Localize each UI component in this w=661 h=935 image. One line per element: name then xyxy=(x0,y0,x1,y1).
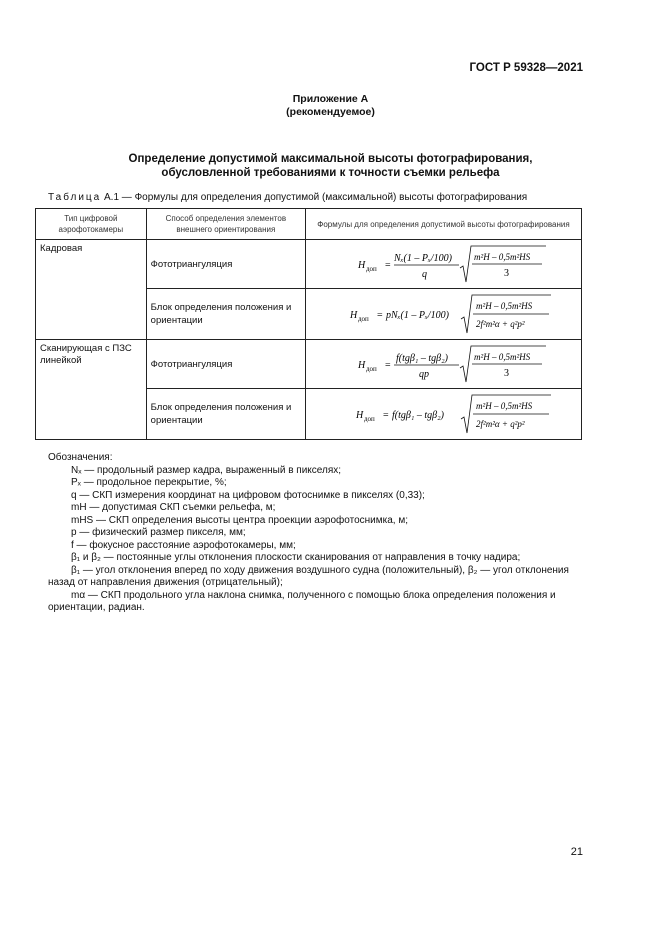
method-cell: Фототриангуляция xyxy=(146,240,305,289)
notes-heading: Обозначения: xyxy=(48,452,113,463)
formula-symbol-h: H xyxy=(356,410,364,421)
header-formulas: Формулы для определения допустимой высоты фотографирования xyxy=(306,209,582,240)
formula-subscript: доп xyxy=(366,365,377,373)
note-item: mHS — СКП определения высоты центра проекции аэрофотоснимка, м; xyxy=(71,514,409,526)
camera-type-scanning: Сканирующая с ПЗС линейкой xyxy=(36,340,147,440)
table-row xyxy=(36,240,582,289)
formula-prefix: pNₓ(1 – Pₓ/100) xyxy=(386,310,449,321)
section-title-line1: Определение допустимой максимальной высоты фотографирования, xyxy=(128,153,533,165)
formula-subscript: доп xyxy=(364,415,375,423)
table-row xyxy=(36,340,582,389)
formula-1 xyxy=(306,240,581,288)
formula-numerator: Nₓ(1 – Pₓ/100) xyxy=(394,253,452,264)
formula-prefix: f(tgβ₁ – tgβ₂) xyxy=(392,410,444,421)
table-caption xyxy=(48,192,527,203)
formula-4 xyxy=(306,389,581,439)
radical-denominator: 2f²m²α + q²p² xyxy=(476,319,525,329)
formula-equals: = xyxy=(377,310,383,321)
formula-symbol-h: H xyxy=(350,310,358,321)
radical-numerator: m²H – 0,5m²HS xyxy=(474,352,531,362)
formula-symbol-h: H xyxy=(358,360,366,371)
header-method: Способ определения элементов внешнего ориентирования xyxy=(146,209,305,240)
formula-subscript: доп xyxy=(358,315,369,323)
note-item: q — СКП измерения координат на цифровом фотоснимке в пикселях (0,33); xyxy=(71,489,425,501)
camera-type-frame: Кадровая xyxy=(36,240,147,340)
appendix-title: Приложение А xyxy=(292,93,369,105)
formula-cell xyxy=(306,340,582,389)
note-item: mα — СКП продольного угла наклона снимка, полученного с помощью блока определения положения и ориентации, радиан. xyxy=(48,589,556,613)
radical-denominator: 3 xyxy=(504,268,509,279)
header-camera-type: Тип цифровой аэрофотокамеры xyxy=(36,209,147,240)
radical-numerator: m²H – 0,5m²HS xyxy=(476,401,533,411)
formula-equals: = xyxy=(385,360,391,371)
formula-cell xyxy=(306,240,582,289)
formula-cell xyxy=(306,389,582,440)
formula-table xyxy=(35,208,582,440)
method-cell: Блок определения положения и ориентации xyxy=(146,389,305,440)
formula-numerator: f(tgβ₁ – tgβ₂) xyxy=(396,353,448,364)
formula-subscript: доп xyxy=(366,265,377,273)
notes-section xyxy=(48,452,588,615)
formula-denominator: qp xyxy=(419,369,429,380)
note-item: β₁ и β₂ — постоянные углы отклонения плоскости сканирования от направления в точку надира; xyxy=(71,552,521,563)
appendix-subtitle: (рекомендуемое) xyxy=(286,106,375,118)
method-cell: Блок определения положения и ориентации xyxy=(146,289,305,340)
note-item: p — физический размер пикселя, мм; xyxy=(71,527,246,538)
method-cell: Фототриангуляция xyxy=(146,340,305,389)
formula-3 xyxy=(306,340,581,388)
note-item: Pₓ — продольное перекрытие, %; xyxy=(71,477,227,488)
formula-2 xyxy=(306,289,581,339)
formula-symbol-h: H xyxy=(358,260,366,271)
formula-equals: = xyxy=(383,410,389,421)
note-item: Nₓ — продольный размер кадра, выраженный в пикселях; xyxy=(71,464,342,476)
note-item: f — фокусное расстояние аэрофотокамеры, мм; xyxy=(71,539,296,551)
table-caption-label: Таблица xyxy=(48,192,102,203)
formula-denominator: q xyxy=(422,269,427,280)
formula-equals: = xyxy=(385,260,391,271)
radical-numerator: m²H – 0,5m²HS xyxy=(476,301,533,311)
radical-denominator: 3 xyxy=(504,368,509,379)
radical-numerator: m²H – 0,5m²HS xyxy=(474,252,531,262)
formula-cell xyxy=(306,289,582,340)
table-header-row xyxy=(36,209,582,240)
table-caption-text: А.1 — Формулы для определения допустимой (максимальной) высоты фотографирования xyxy=(104,192,528,203)
note-item: β₁ — угол отклонения вперед по ходу движения воздушного судна (положительный), β₂ — угол отклонения назад от направления движения (отрицательный); xyxy=(48,564,569,588)
document-code: ГОСТ Р 59328—2021 xyxy=(469,62,583,74)
page-number: 21 xyxy=(570,846,583,858)
section-title-line2: обусловленной требованиями к точности съемки рельефа xyxy=(161,167,500,179)
radical-denominator: 2f²m²α + q²p² xyxy=(476,419,525,429)
note-item: mH — допустимая СКП съемки рельефа, м; xyxy=(71,502,276,513)
